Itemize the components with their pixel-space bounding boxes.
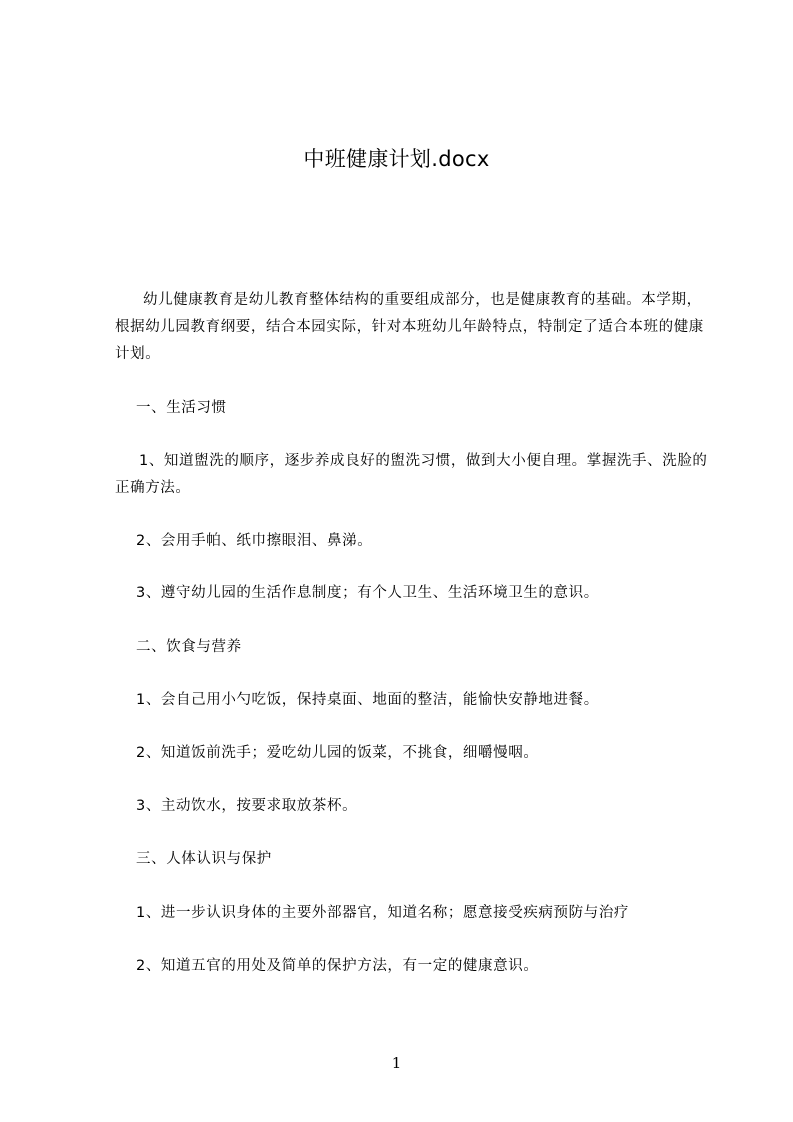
section-heading-habits: 一、生活习惯 [136, 400, 227, 416]
list-item: 2、会用手帕、纸巾擦眼泪、鼻涕。 [136, 533, 373, 549]
list-item: 1、进一步认识身体的主要外部器官，知道名称；愿意接受疾病预防与治疗 [136, 905, 630, 921]
intro-paragraph: 幼儿健康教育是幼儿教育整体结构的重要组成部分，也是健康教育的基础。本学期，根据幼儿园教育纲要，结合本园实际，针对本班幼儿年龄特点，特制定了适合本班的健康计划。 [115, 292, 704, 362]
list-item: 2、知道五官的用处及简单的保护方法，有一定的健康意识。 [136, 958, 539, 974]
list-item: 1、知道盥洗的顺序，逐步养成良好的盥洗习惯，做到大小便自理。掌握洗手、洗脸的正确方法。 [115, 453, 708, 496]
section-heading-diet: 二、饮食与营养 [136, 639, 242, 655]
list-item: 3、遵守幼儿园的生活作息制度；有个人卫生、生活环境卫生的意识。 [136, 585, 599, 601]
list-item: 2、知道饭前洗手；爱吃幼儿园的饭菜，不挑食，细嚼慢咽。 [136, 745, 539, 761]
page-number: 1 [391, 1054, 402, 1072]
list-item: 1、会自己用小勺吃饭，保持桌面、地面的整洁，能愉快安静地进餐。 [136, 692, 599, 708]
list-item: 3、主动饮水，按要求取放茶杯。 [136, 798, 358, 814]
document-title: 中班健康计划.docx [303, 147, 490, 171]
section-heading-body: 三、人体认识与保护 [136, 851, 272, 867]
